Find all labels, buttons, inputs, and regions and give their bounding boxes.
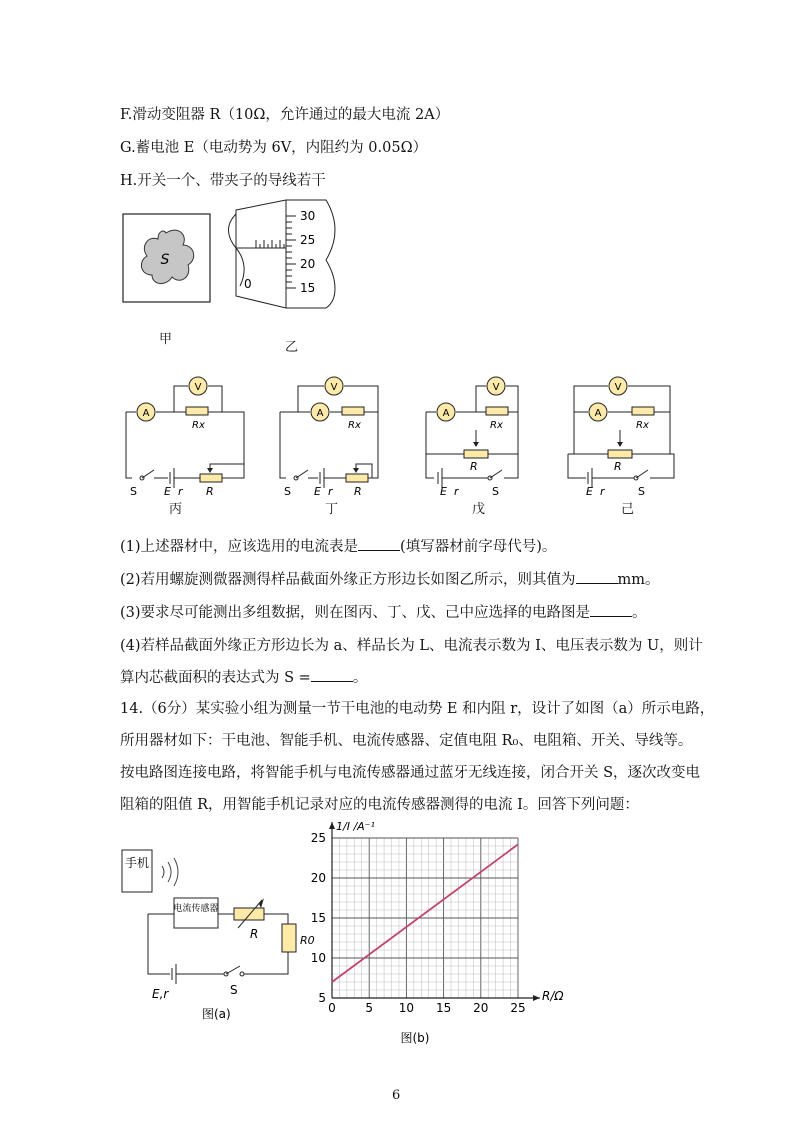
circuit-bing <box>120 370 260 510</box>
answer-blank-3[interactable] <box>590 602 632 617</box>
svg-text:E: E <box>440 485 447 498</box>
figure-jia <box>122 213 212 305</box>
svg-text:E: E <box>586 485 593 498</box>
caption-yi: 乙 <box>285 340 299 355</box>
y-tick-label: 20 <box>310 871 326 885</box>
svg-text:Rx: Rx <box>636 420 649 431</box>
svg-text:S: S <box>284 485 291 498</box>
item-h: H.开关一个、带夹子的导线若干 <box>120 173 326 189</box>
svg-text:A: A <box>142 408 150 419</box>
item-f: F.滑动变阻器 R（10Ω，允许通过的最大电流 2A） <box>120 107 450 123</box>
svg-text:E: E <box>314 485 321 498</box>
circuit-ji <box>562 370 702 510</box>
answer-blank-4[interactable] <box>311 667 353 682</box>
svg-text:R: R <box>206 485 214 498</box>
phone-label: 手机 <box>124 856 150 870</box>
figure-a-circuit <box>118 846 315 1026</box>
micrometer-tick-30: 30 <box>300 209 316 223</box>
svg-text:A: A <box>594 408 602 419</box>
svg-text:V: V <box>614 382 622 393</box>
question-3: (3)要求尽可能测出多组数据，则在图丙、丁、戊、己中应选择的电路图是 。 <box>120 601 647 622</box>
x-axis-arrow <box>533 995 540 1001</box>
y-tick-label: 5 <box>318 991 326 1005</box>
svg-text:S: S <box>638 485 645 498</box>
circuit-wu <box>420 370 560 510</box>
svg-text:r: r <box>600 485 605 498</box>
x-tick-label: 10 <box>398 1001 415 1015</box>
micrometer-tick-25: 25 <box>300 233 316 247</box>
y-tick-label: 10 <box>310 951 326 965</box>
q14-line-3: 按电路图连接电路，将智能手机与电流传感器通过蓝牙无线连接，闭合开关 S，逐次改变电 <box>120 765 701 781</box>
svg-text:Rx: Rx <box>490 420 503 431</box>
svg-text:A: A <box>442 408 450 419</box>
micrometer-zero: 0 <box>244 277 252 291</box>
caption-wu: 戊 <box>472 502 486 517</box>
svg-text:E,r: E,r <box>152 987 169 1001</box>
svg-text:r: r <box>178 485 183 498</box>
question-1: (1)上述器材中，应该选用的电流表是 (填写器材前字母代号)。 <box>120 535 556 556</box>
svg-text:V: V <box>492 382 500 393</box>
x-tick-label: 5 <box>365 1001 374 1015</box>
x-axis-label: R/Ω <box>542 989 564 1003</box>
svg-text:R0: R0 <box>300 934 315 947</box>
svg-text:r: r <box>328 485 333 498</box>
item-g: G.蓄电池 E（电动势为 6V，内阻约为 0.05Ω） <box>120 140 428 156</box>
micrometer-tick-20: 20 <box>300 257 316 271</box>
answer-blank-1[interactable] <box>358 536 400 551</box>
y-axis-label: 1/I /A⁻¹ <box>336 820 375 833</box>
svg-text:V: V <box>194 382 202 393</box>
y-tick-label: 25 <box>310 831 326 845</box>
micrometer-tick-15: 15 <box>300 281 316 295</box>
svg-text:R: R <box>470 460 478 473</box>
series-line <box>332 844 518 982</box>
question-4-line-2: 算内芯截面积的表达式为 S = 。 <box>120 666 367 687</box>
q14-line-1: 14.（6分）某实验小组为测量一节干电池的电动势 E 和内阻 r，设计了如图（a）所示电路， <box>120 701 715 717</box>
x-tick-label: 20 <box>473 1001 489 1015</box>
question-4-line-1: (4)若样品截面外缘正方形边长为 a、样品长为 L、电流表示数为 I、电压表示数为 U，则计 <box>120 638 703 654</box>
caption-jia: 甲 <box>159 332 173 347</box>
answer-blank-2[interactable] <box>576 569 618 584</box>
caption-bing: 丙 <box>169 502 183 517</box>
chart-b <box>300 814 590 1045</box>
q14-line-2: 所用器材如下：干电池、智能手机、电流传感器、定值电阻 R₀、电阻箱、开关、导线等。 <box>120 733 693 749</box>
sensor-label: 电流传感器 <box>173 904 219 914</box>
x-tick-label: 25 <box>510 1001 526 1015</box>
svg-text:Rx: Rx <box>192 420 205 431</box>
figure-yi-micrometer <box>226 200 346 310</box>
svg-text:E: E <box>164 485 171 498</box>
svg-text:S: S <box>230 983 238 997</box>
y-tick-label: 15 <box>310 911 326 925</box>
svg-text:Rx: Rx <box>348 420 361 431</box>
caption-a: 图(a) <box>202 1007 231 1021</box>
circuit-ding <box>274 370 414 510</box>
svg-text:R: R <box>614 460 622 473</box>
svg-text:r: r <box>454 485 459 498</box>
svg-text:A: A <box>316 408 324 419</box>
svg-text:S: S <box>130 485 137 498</box>
caption-ding: 丁 <box>325 502 339 517</box>
caption-b: 图(b) <box>400 1031 430 1045</box>
question-2: (2)若用螺旋测微器测得样品截面外缘正方形边长如图乙所示，则其值为 mm。 <box>120 568 660 589</box>
q14-line-4: 阻箱的阻值 R，用智能手机记录对应的电流传感器测得的电流 I。回答下列问题： <box>120 797 639 813</box>
page-number: 6 <box>392 1088 401 1103</box>
y-axis-arrow <box>329 822 335 829</box>
sample-label: S <box>160 252 170 268</box>
svg-text:V: V <box>330 382 338 393</box>
x-tick-label: 0 <box>328 1001 336 1015</box>
svg-text:S: S <box>492 485 499 498</box>
svg-text:R: R <box>354 485 362 498</box>
svg-text:R: R <box>250 927 259 941</box>
x-tick-label: 15 <box>435 1001 452 1015</box>
caption-ji: 己 <box>621 502 635 517</box>
